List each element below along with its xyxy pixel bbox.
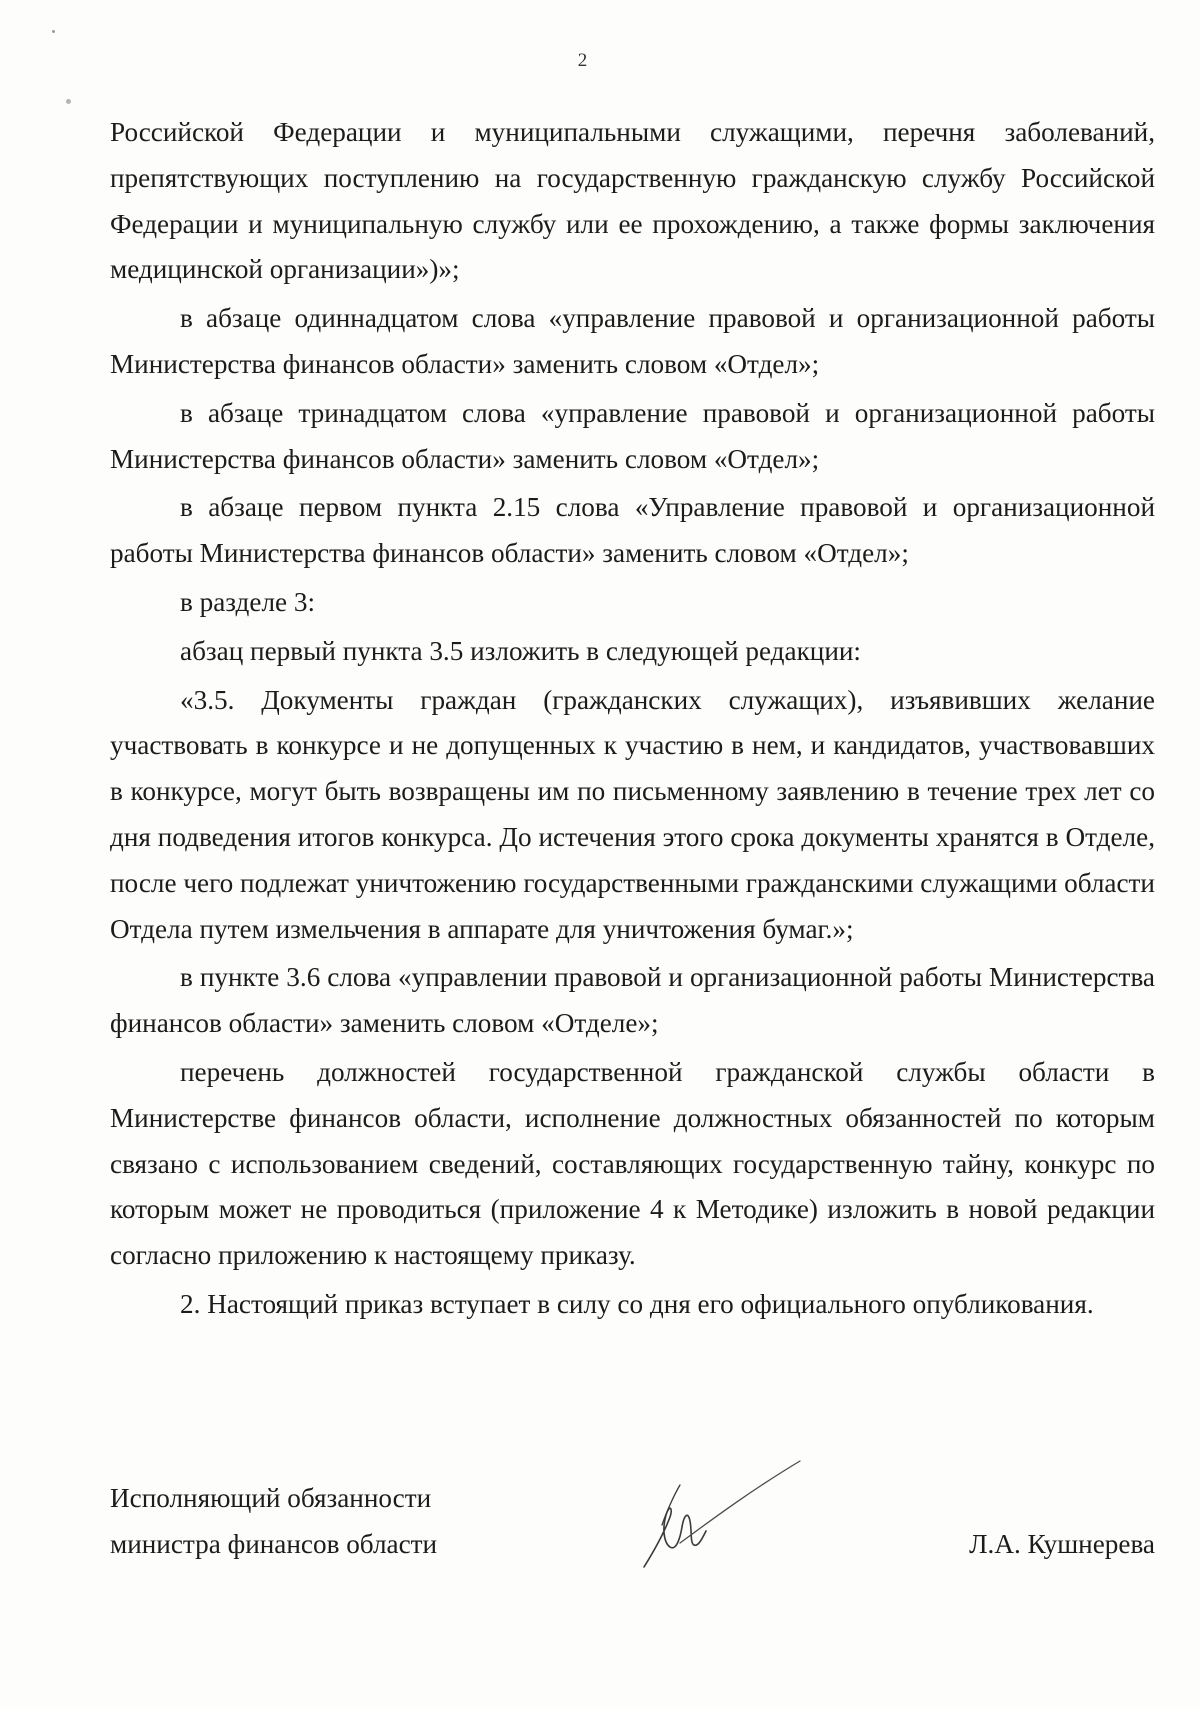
signature-block xyxy=(110,1475,1160,1585)
paragraph-positions-list: перечень должностей государственной гражданской службы области в Министерстве финансов области, исполнение должностных обязанностей по которым связано с использованием сведений, составляющих государственную тайну, конкурс по которым может не проводиться (приложение 4 к Методике) изложить в новой редакции согласно приложению к настоящему приказу. xyxy=(110,1056,1155,1271)
paragraph-amendment-item-2-15: в абзаце первом пункта 2.15 слова «Управление правовой и организационной работы Министерства финансов области» заменить словом «Отдел»; xyxy=(110,492,1155,569)
paragraph-continuation: Российской Федерации и муниципальными служащими, перечня заболеваний, препятствующих поступлению на государственную гражданскую службу Российской Федерации и муниципальную службу или ее прохождению, а также формы заключения медицинской организации»)»; xyxy=(110,117,1155,285)
paragraph-entry-into-force: 2. Настоящий приказ вступает в силу со дня его официального опубликования. xyxy=(180,1288,1094,1319)
signatory-position-line2: министра финансов области xyxy=(110,1529,438,1559)
paragraph-item-3-5-text: «3.5. Документы граждан (гражданских служащих), изъявивших желание участвовать в конкурсе и не допущенных к участию в нем, и кандидатов, участвовавших в конкурсе, могут быть возвращены им по письменному заявлению в течение трех лет со дня подведения итогов конкурса. До истечения этого срока документы хранятся в Отделе, после чего подлежат уничтожению государственными гражданскими служащими области Отдела путем измельчения в аппарате для уничтожения бумаг.»; xyxy=(110,684,1155,944)
signatory-name: Л.А. Кушнерева xyxy=(969,1529,1155,1559)
paragraph-amendment-item-3-6: в пункте 3.6 слова «управлении правовой и организационной работы Министерства финансов области» заменить словом «Отделе»; xyxy=(110,962,1155,1039)
scan-speck xyxy=(66,99,71,104)
document-body xyxy=(110,110,1155,1328)
paragraph-amendment-para13: в абзаце тринадцатом слова «управление правовой и организационной работы Министерства финансов области» заменить словом «Отдел»; xyxy=(110,397,1155,474)
page-number: 2 xyxy=(577,50,588,71)
paragraph-section-3: в разделе 3: xyxy=(180,586,316,617)
paragraph-amendment-para11: в абзаце одиннадцатом слова «управление правовой и организационной работы Министерства финансов области» заменить словом «Отдел»; xyxy=(110,303,1155,379)
signatory-position-line1: Исполняющий обязанности xyxy=(110,1483,432,1513)
scan-speck xyxy=(52,30,55,33)
paragraph-item-3-5-intro: абзац первый пункта 3.5 изложить в следующей редакции: xyxy=(180,635,861,666)
